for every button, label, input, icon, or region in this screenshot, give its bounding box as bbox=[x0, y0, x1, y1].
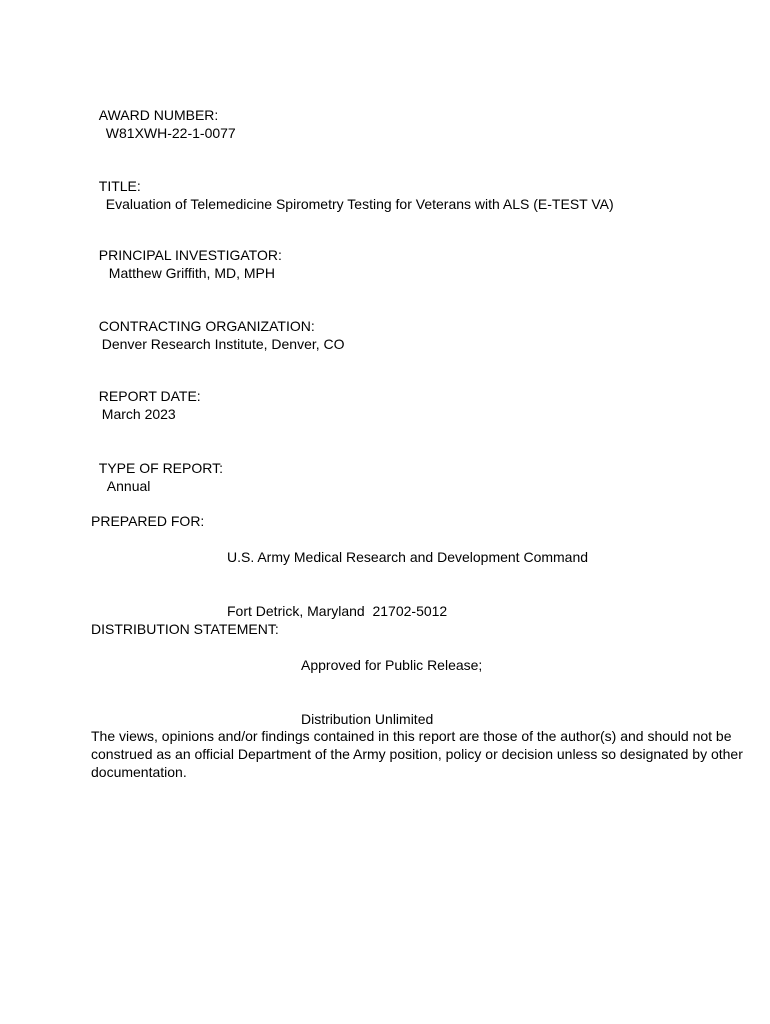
disclaimer-paragraph: The views, opinions and/or findings contained in this report are those of the author(s) and should not be construed as an official Department of the Army position, policy or decision unless so designated by other documentation. bbox=[91, 728, 743, 780]
prepared-for-line-1: U.S. Army Medical Research and Development Command bbox=[227, 549, 589, 565]
principal-investigator-line bbox=[91, 228, 282, 282]
award-number-value: W81XWH-22-1-0077 bbox=[105, 125, 236, 141]
report-type-value: Annual bbox=[106, 478, 151, 494]
principal-investigator-value: Matthew Griffith, MD, MPH bbox=[108, 265, 275, 281]
prepared-for-label: PREPARED FOR: bbox=[91, 513, 205, 529]
title-value: Evaluation of Telemedicine Spirometry Testing for Veterans with ALS (E-TEST VA) bbox=[105, 196, 614, 212]
title-label: TITLE: bbox=[98, 178, 141, 194]
report-date-label: REPORT DATE: bbox=[98, 388, 201, 404]
contracting-organization-line bbox=[91, 299, 345, 353]
prepared-for-line-2: Fort Detrick, Maryland 21702-5012 bbox=[227, 603, 448, 619]
title-line bbox=[91, 159, 614, 213]
principal-investigator-label: PRINCIPAL INVESTIGATOR: bbox=[98, 247, 282, 263]
contracting-organization-value: Denver Research Institute, Denver, CO bbox=[101, 336, 345, 352]
distribution-line-2: Distribution Unlimited bbox=[301, 711, 434, 727]
report-type-line bbox=[91, 441, 223, 495]
distribution-statement-label: DISTRIBUTION STATEMENT: bbox=[91, 621, 279, 637]
report-date-value: March 2023 bbox=[101, 406, 176, 422]
distribution-line-1: Approved for Public Release; bbox=[301, 657, 483, 673]
report-date-line bbox=[91, 369, 201, 423]
contracting-organization-label: CONTRACTING ORGANIZATION: bbox=[98, 318, 315, 334]
award-number-line bbox=[91, 88, 236, 142]
award-number-label: AWARD NUMBER: bbox=[98, 107, 219, 123]
report-type-label: TYPE OF REPORT: bbox=[98, 460, 223, 476]
